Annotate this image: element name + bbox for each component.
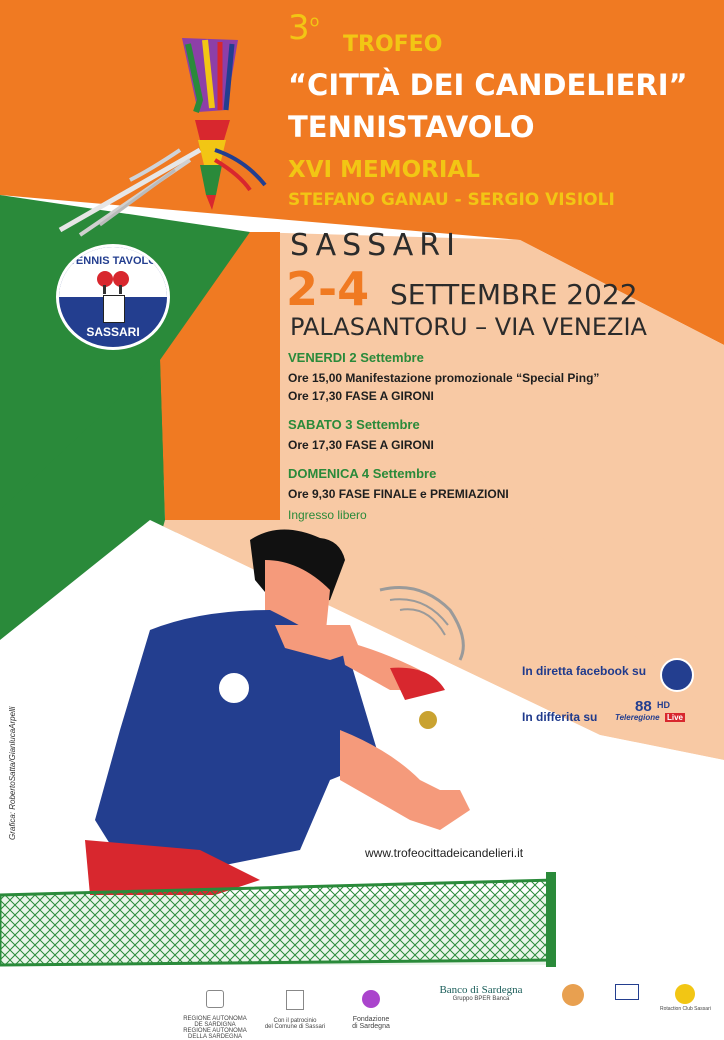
schedule-line: Ore 9,30 FASE FINALE e PREMIAZIONI <box>288 487 509 501</box>
memorial-names: STEFANO GANAU - SERGIO VISIOLI <box>288 190 615 210</box>
event-month-year: SETTEMBRE 2022 <box>390 278 638 311</box>
schedule-day-1: VENERDI 2 Settembre <box>288 350 424 365</box>
facebook-live-label: In diretta facebook su <box>522 664 647 678</box>
sponsor-emblem-icon <box>562 984 584 1006</box>
event-city: SASSARI <box>290 228 461 263</box>
edition-number: 3$^o$ <box>288 8 320 48</box>
entry-note: Ingresso libero <box>288 508 367 522</box>
schedule-line: Ore 15,00 Manifestazione promozionale “Special Ping” <box>288 371 600 385</box>
club-logo <box>56 244 170 350</box>
sponsor-regione: REGIONE AUTONOMA DE SARDIGNA REGIONE AUTONOMA DELLA SARDEGNA <box>180 984 250 1040</box>
club-logo-bottom-text: SASSARI <box>86 325 140 339</box>
sponsor-rotaction: Rotaction Club Sassari <box>660 984 710 1012</box>
sponsor-fitet <box>612 984 642 1002</box>
schedule-day-2: SABATO 3 Settembre <box>288 417 420 432</box>
city-title: “CITTÀ DEI CANDELIERI” <box>288 68 688 102</box>
event-venue: PALASANTORU – VIA VENEZIA <box>290 313 647 341</box>
sponsor-fondazione: Fondazione di Sardegna <box>336 984 406 1030</box>
schedule-day-3: DOMENICA 4 Settembre <box>288 466 437 481</box>
event-dates: 2-4 <box>286 262 370 316</box>
schedule-line: Ore 17,30 FASE A GIRONI <box>288 389 434 403</box>
rotaction-logo-icon <box>675 984 695 1004</box>
regione-crest-icon <box>206 990 224 1008</box>
trofeo-label: TROFEO <box>343 32 443 57</box>
memorial-title: XVI MEMORIAL <box>288 157 480 183</box>
tower-icon <box>103 295 125 323</box>
net-mesh <box>0 880 554 970</box>
sponsor-comune: Con il patrocinio del Comune di Sassari <box>260 984 330 1030</box>
website-link[interactable]: www.trofeocittadeicandelieri.it <box>365 846 524 860</box>
sponsor-logo-5 <box>558 984 588 1008</box>
graphics-credit: Grafica: RobertoSatta/GianlucaArpelli <box>8 706 17 840</box>
sponsor-banco: Banco di Sardegna Gruppo BPER Banca <box>439 984 523 1002</box>
fitet-logo-icon <box>615 984 639 1000</box>
teleregione-logo: 88 HD Teleregione Live <box>615 698 684 722</box>
fondazione-logo-icon <box>362 990 380 1008</box>
club-logo-top-text: TENNIS TAVOLO <box>69 255 157 267</box>
facebook-logo-icon <box>660 658 694 692</box>
sport-title: TENNISTAVOLO <box>288 110 535 144</box>
deferred-broadcast-label: In differita su <box>522 710 598 724</box>
schedule-line: Ore 17,30 FASE A GIRONI <box>288 438 434 452</box>
comune-crest-icon <box>286 990 304 1010</box>
